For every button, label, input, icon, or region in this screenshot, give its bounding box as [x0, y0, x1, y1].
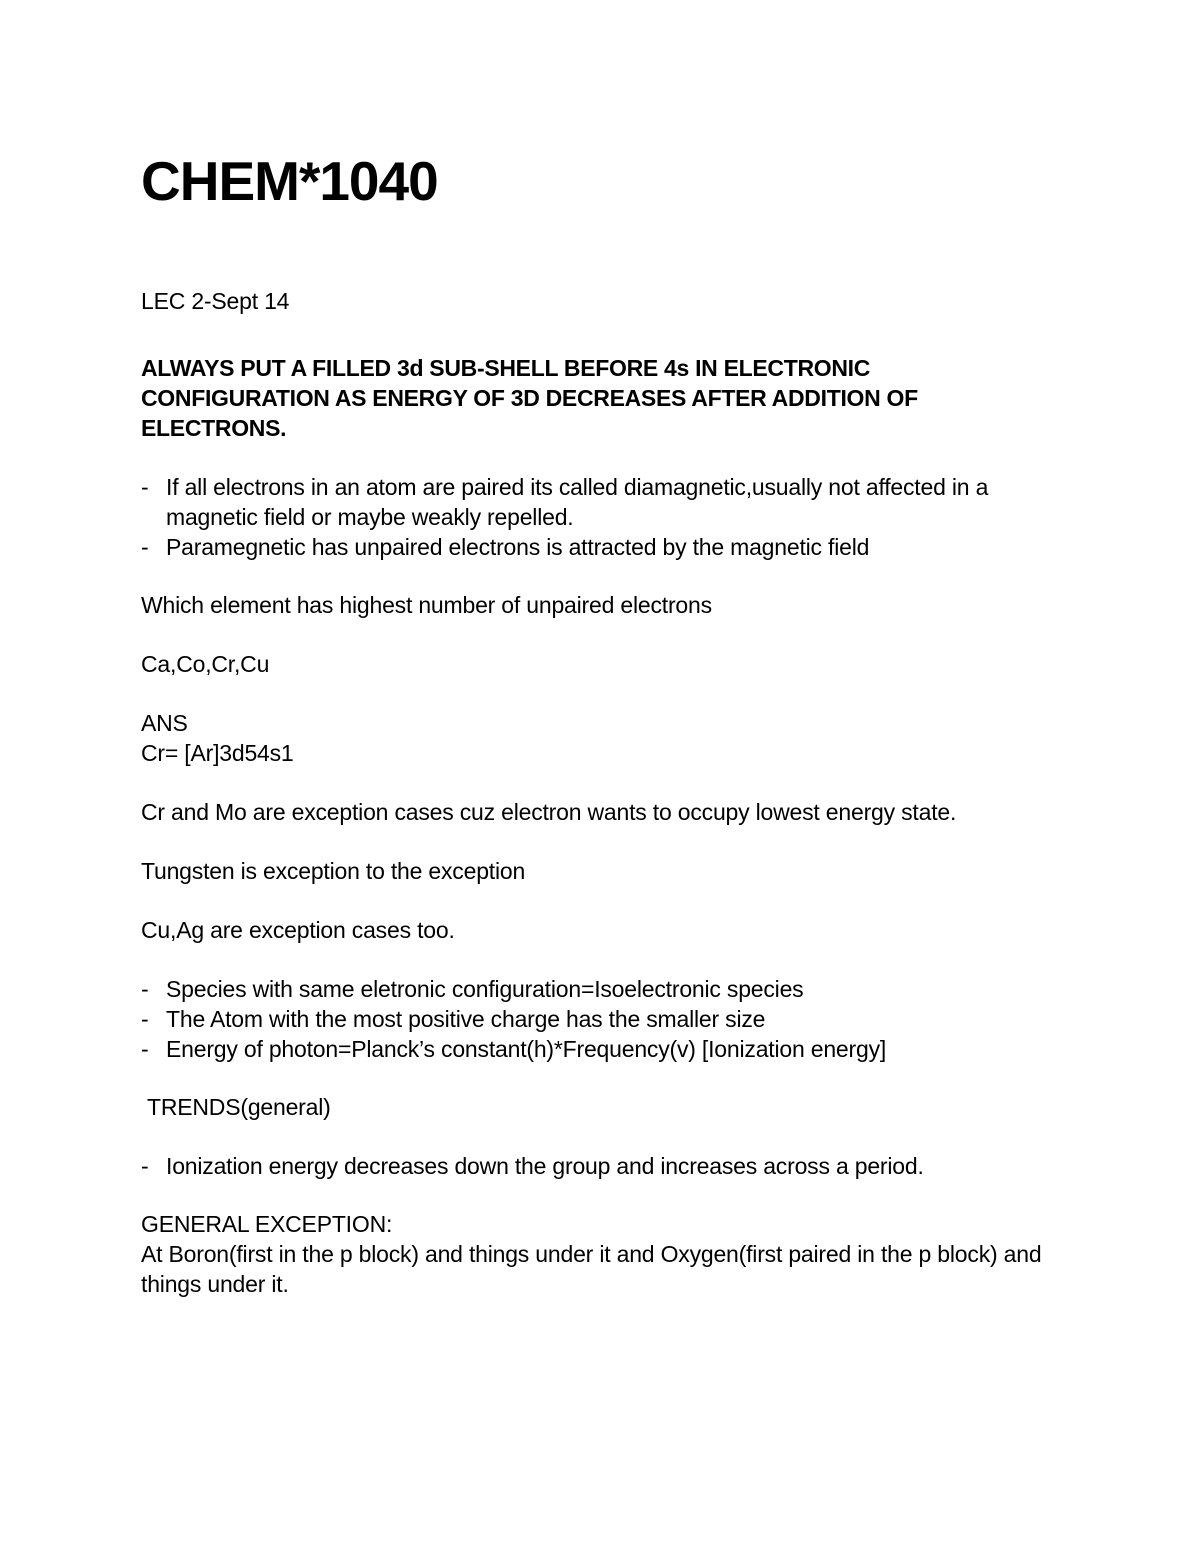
list-item-text: Ionization energy decreases down the group and increases across a period. [166, 1153, 924, 1179]
trends-heading: TRENDS(general) [147, 1094, 331, 1120]
list-item-text: The Atom with the most positive charge has the smaller size [166, 1006, 766, 1032]
list-item [141, 472, 1081, 532]
cu-ag-note: Cu,Ag are exception cases too. [141, 917, 455, 943]
list-item-text: If all electrons in an atom are paired its called diamagnetic,usually not affected in a magnetic field or maybe weakly repelled. [166, 474, 989, 530]
list-item-text: Energy of photon=Planck’s constant(h)*Frequency(v) [Ionization energy] [166, 1036, 887, 1062]
dash-bullet: - [141, 474, 149, 500]
lecture-date: LEC 2-Sept 14 [141, 288, 290, 314]
exception-note: Cr and Mo are exception cases cuz electron wants to occupy lowest energy state. [141, 799, 957, 825]
trends-list [141, 1151, 1081, 1181]
list-item [141, 1034, 1081, 1064]
species-list [141, 974, 1081, 1064]
dash-bullet: - [141, 1036, 149, 1062]
list-item-text: Species with same eletronic configuration=Isoelectronic species [166, 976, 804, 1002]
list-item [141, 1151, 1081, 1181]
dash-bullet: - [141, 534, 149, 560]
answer-value: Cr= [Ar]3d54s1 [141, 740, 294, 766]
answer-label: ANS [141, 710, 188, 736]
list-item [141, 1004, 1081, 1034]
magnetism-list [141, 472, 1081, 562]
general-exception-text: At Boron(first in the p block) and things under it and Oxygen(first paired in the p block) and things under it. [141, 1241, 1042, 1297]
list-item-text: Paramegnetic has unpaired electrons is attracted by the magnetic field [166, 534, 870, 560]
document-content [141, 150, 1081, 1299]
dash-bullet: - [141, 1006, 149, 1032]
list-item [141, 974, 1081, 1004]
tungsten-note: Tungsten is exception to the exception [141, 858, 526, 884]
bold-instruction: ALWAYS PUT A FILLED 3d SUB-SHELL BEFORE 4s IN ELECTRONIC CONFIGURATION AS ENERGY OF 3D DECREASES AFTER ADDITION OF ELECTRONS. [141, 355, 918, 441]
dash-bullet: - [141, 1153, 149, 1179]
dash-bullet: - [141, 976, 149, 1002]
answer-options: Ca,Co,Cr,Cu [141, 651, 270, 677]
general-exception-heading: GENERAL EXCEPTION: [141, 1211, 393, 1237]
question-text: Which element has highest number of unpaired electrons [141, 592, 712, 618]
page-title: CHEM*1040 [141, 150, 438, 212]
list-item [141, 532, 1081, 562]
